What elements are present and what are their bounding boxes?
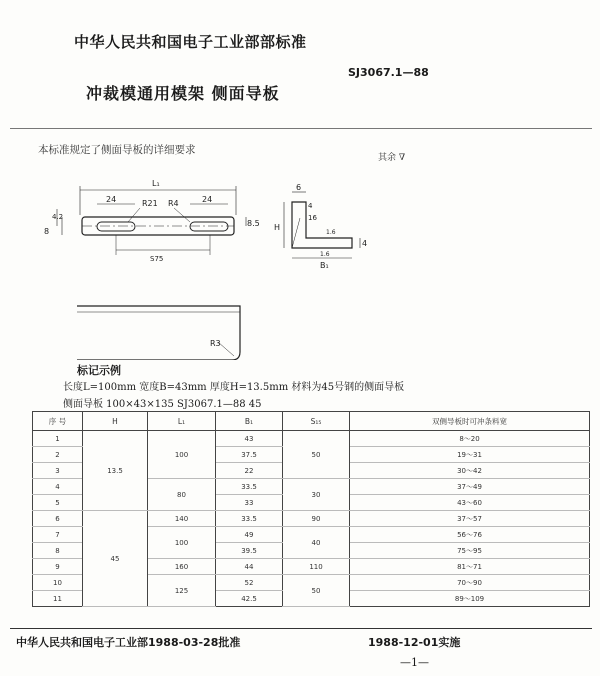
cell-seq: 3: [33, 463, 83, 479]
issuing-organization: 中华人民共和国电子工业部部标准: [74, 33, 307, 51]
cell-strip-width: 89～109: [350, 591, 590, 607]
approval-line: 中华人民共和国电子工业部1988-03-28批准: [16, 636, 241, 649]
cell-seq: 6: [33, 511, 83, 527]
marking-example-code: 侧面导板 100×43×135 SJ3067.1—88 45: [63, 399, 262, 410]
cell-strip-width: 70～90: [350, 575, 590, 591]
cell-S15: 90: [283, 511, 350, 527]
cell-S15: 110: [283, 559, 350, 575]
front-view: [57, 186, 246, 255]
cell-S15: 30: [283, 479, 350, 511]
dim-B1: B₁: [320, 261, 329, 270]
cell-seq: 11: [33, 591, 83, 607]
dim-L1: L₁: [152, 179, 160, 188]
dim-R4: R4: [168, 199, 179, 208]
cell-seq: 1: [33, 431, 83, 447]
dim-R3: R3: [210, 339, 221, 348]
cell-seq: 9: [33, 559, 83, 575]
dim-H: H: [274, 223, 281, 232]
cell-B1: 44: [216, 559, 283, 575]
cell-seq: 4: [33, 479, 83, 495]
dim-16: 16: [308, 214, 317, 222]
cell-seq: 8: [33, 543, 83, 559]
cell-strip-width: 8～20: [350, 431, 590, 447]
side-guide-drawing: [0, 160, 600, 360]
cell-seq: 2: [33, 447, 83, 463]
cell-H: 13.5: [83, 431, 148, 511]
cell-strip-width: 37～49: [350, 479, 590, 495]
page-number: —1—: [400, 656, 429, 669]
cell-L1: 125: [148, 575, 216, 607]
cell-strip-width: 81～71: [350, 559, 590, 575]
side-view: [284, 192, 360, 258]
cell-B1: 43: [216, 431, 283, 447]
dim-R21: R21: [142, 199, 158, 208]
cell-seq: 5: [33, 495, 83, 511]
cell-strip-width: 75～95: [350, 543, 590, 559]
dim-8: 8: [44, 227, 50, 236]
cell-S15: 50: [283, 575, 350, 607]
cell-S15: 50: [283, 431, 350, 479]
cell-B1: 33: [216, 495, 283, 511]
cell-L1: 100: [148, 527, 216, 559]
cell-S15: 40: [283, 527, 350, 559]
cell-seq: 10: [33, 575, 83, 591]
roughness-1-6-b: 1.6: [320, 251, 330, 258]
marking-example-heading: 标记示例: [77, 364, 121, 377]
table-header-row: [33, 412, 590, 431]
dim-4-top: 4: [308, 202, 313, 210]
cell-B1: 37.5: [216, 447, 283, 463]
cell-B1: 52: [216, 575, 283, 591]
surface-roughness-note: 其余 ∇: [378, 153, 406, 163]
document-title: 冲裁模通用模架 侧面导板: [86, 84, 280, 103]
plan-view: [77, 306, 240, 360]
dim-S75: S75: [150, 255, 164, 263]
cell-B1: 39.5: [216, 543, 283, 559]
dim-4-right: 4: [362, 239, 368, 248]
cell-L1: 100: [148, 431, 216, 479]
roughness-1-6-a: 1.6: [326, 229, 336, 236]
col-S15: S₁₅: [283, 412, 350, 431]
cell-strip-width: 30～42: [350, 463, 590, 479]
marking-example-description: 长度L=100mm 宽度B=43mm 厚度H=13.5mm 材料为45号钢的侧面导板: [63, 382, 405, 393]
cell-B1: 49: [216, 527, 283, 543]
cell-B1: 22: [216, 463, 283, 479]
footer-divider: [10, 628, 592, 629]
cell-L1: 160: [148, 559, 216, 575]
col-H: H: [83, 412, 148, 431]
dim-24-right: 24: [202, 195, 213, 204]
cell-H: 45: [83, 511, 148, 607]
col-seq: 序 号: [33, 412, 83, 431]
cell-B1: 33.5: [216, 511, 283, 527]
dim-6: 6: [296, 183, 302, 192]
table-row: [33, 431, 590, 447]
cell-L1: 140: [148, 511, 216, 527]
scope-statement: 本标准规定了侧面导板的详细要求: [38, 144, 196, 156]
col-B1: B₁: [216, 412, 283, 431]
dimension-table: [32, 411, 590, 607]
table-row: [33, 511, 590, 527]
dim-4-2: 4.2: [52, 213, 64, 221]
cell-strip-width: 56～76: [350, 527, 590, 543]
implementation-date: 1988-12-01实施: [368, 636, 461, 649]
cell-strip-width: 19～31: [350, 447, 590, 463]
dim-24-left: 24: [106, 195, 117, 204]
cell-seq: 7: [33, 527, 83, 543]
header-divider: [10, 128, 592, 129]
cell-L1: 80: [148, 479, 216, 511]
cell-B1: 42.5: [216, 591, 283, 607]
standard-number: SJ3067.1—88: [348, 66, 429, 79]
col-strip-width: 双侧导板时可冲条料宽: [350, 412, 590, 431]
col-L1: L₁: [148, 412, 216, 431]
cell-strip-width: 43～60: [350, 495, 590, 511]
dim-8-5: 8.5: [247, 219, 260, 228]
cell-strip-width: 37～57: [350, 511, 590, 527]
cell-B1: 33.5: [216, 479, 283, 495]
